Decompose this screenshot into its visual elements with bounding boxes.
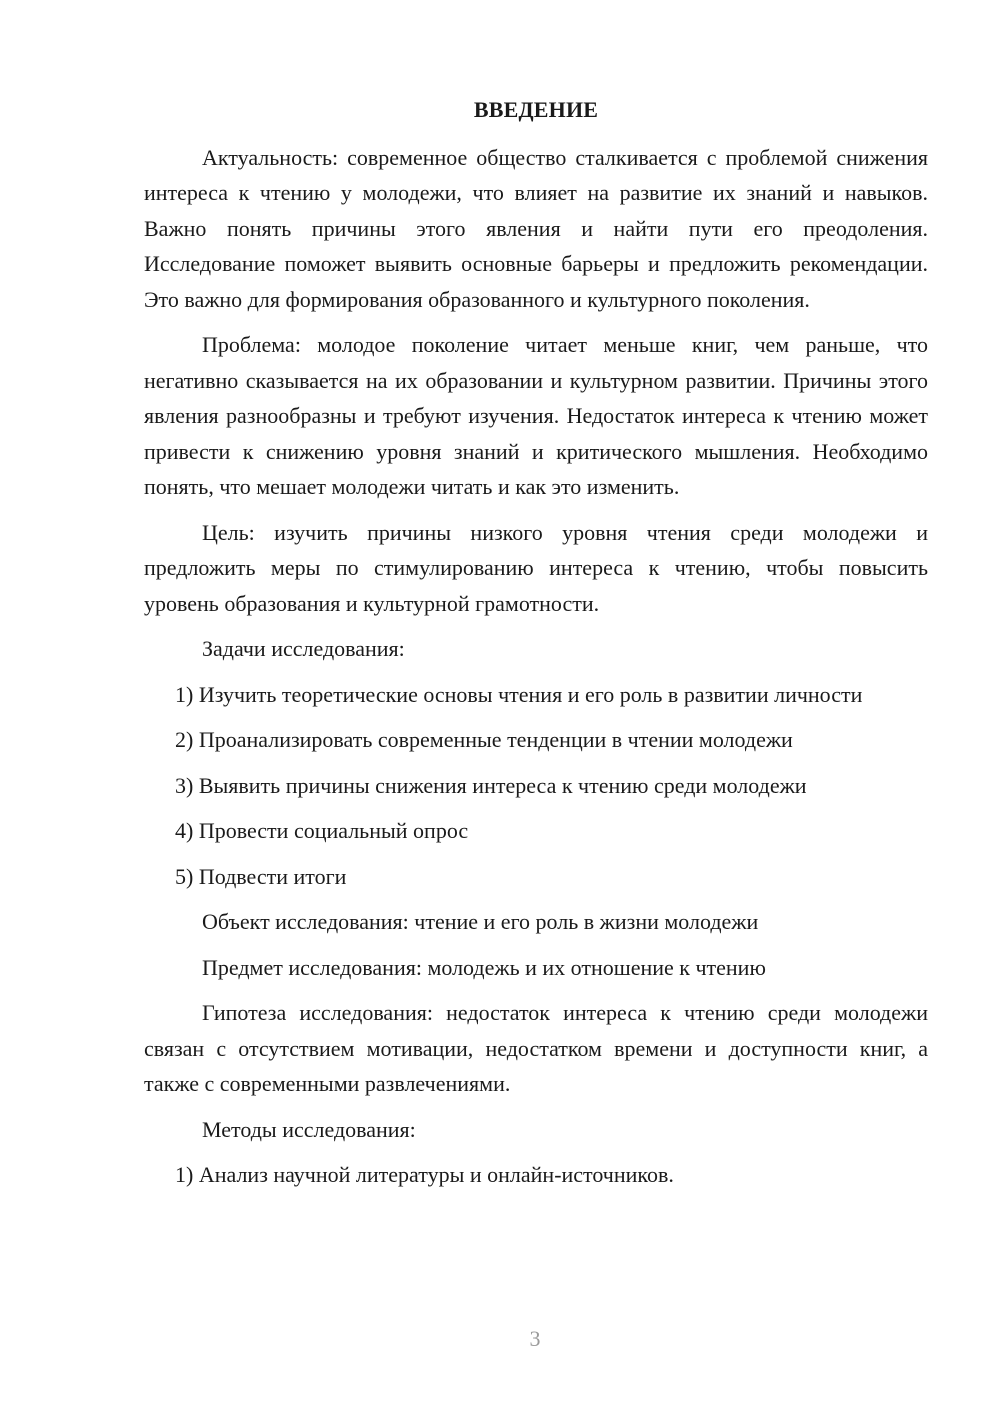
- relevance-paragraph: Актуальность: современное общество сталкивается с проблемой снижения интереса к чтению у молодежи, что влияет на развитие их знаний и навыков. Важно понять причины этого явления и найти пути его преодоления. Исследование поможет выявить основные барьеры и предложить рекомендации. Это важно для формирования образованного и культурного поколения.: [144, 144, 928, 312]
- tasks-heading: Задачи исследования:: [202, 636, 405, 661]
- object-paragraph: Объект исследования: чтение и его роль в жизни молодежи: [202, 909, 759, 934]
- page-content: [144, 92, 928, 1203]
- hypothesis-paragraph: Гипотеза исследования: недостаток интереса к чтению среди молодежи связан с отсутствием мотивации, недостатком времени и доступности книг, а также с современными развлечениями.: [144, 1000, 928, 1096]
- task-item: 2) Проанализировать современные тенденции в чтении молодежи: [175, 727, 793, 752]
- methods-heading: Методы исследования:: [202, 1116, 416, 1142]
- section-title: ВВЕДЕНИЕ: [473, 97, 599, 122]
- goal-paragraph: Цель: изучить причины низкого уровня чтения среди молодежи и предложить меры по стимулированию интереса к чтению, чтобы повысить уровень образования и культурной грамотности.: [144, 519, 928, 616]
- subject-paragraph: Предмет исследования: молодежь и их отношение к чтению: [202, 954, 766, 980]
- method-item: 1) Анализ научной литературы и онлайн-источников.: [175, 1162, 674, 1187]
- problem-paragraph: Проблема: молодое поколение читает меньше книг, чем раньше, что негативно сказывается на их образовании и культурном развитии. Причины этого явления разнообразны и требуют изучения. Недостаток интереса к чтению может привести к снижению уровня знаний и критического мышления. Необходимо понять, что мешает молодежи читать и как это изменить.: [144, 332, 928, 499]
- task-item: 5) Подвести итоги: [175, 863, 347, 889]
- task-item: 1) Изучить теоретические основы чтения и его роль в развитии личности: [175, 681, 863, 707]
- page-number: 3: [529, 1326, 541, 1351]
- task-item: 4) Провести социальный опрос: [175, 818, 469, 843]
- task-item: 3) Выявить причины снижения интереса к чтению среди молодежи: [175, 772, 807, 798]
